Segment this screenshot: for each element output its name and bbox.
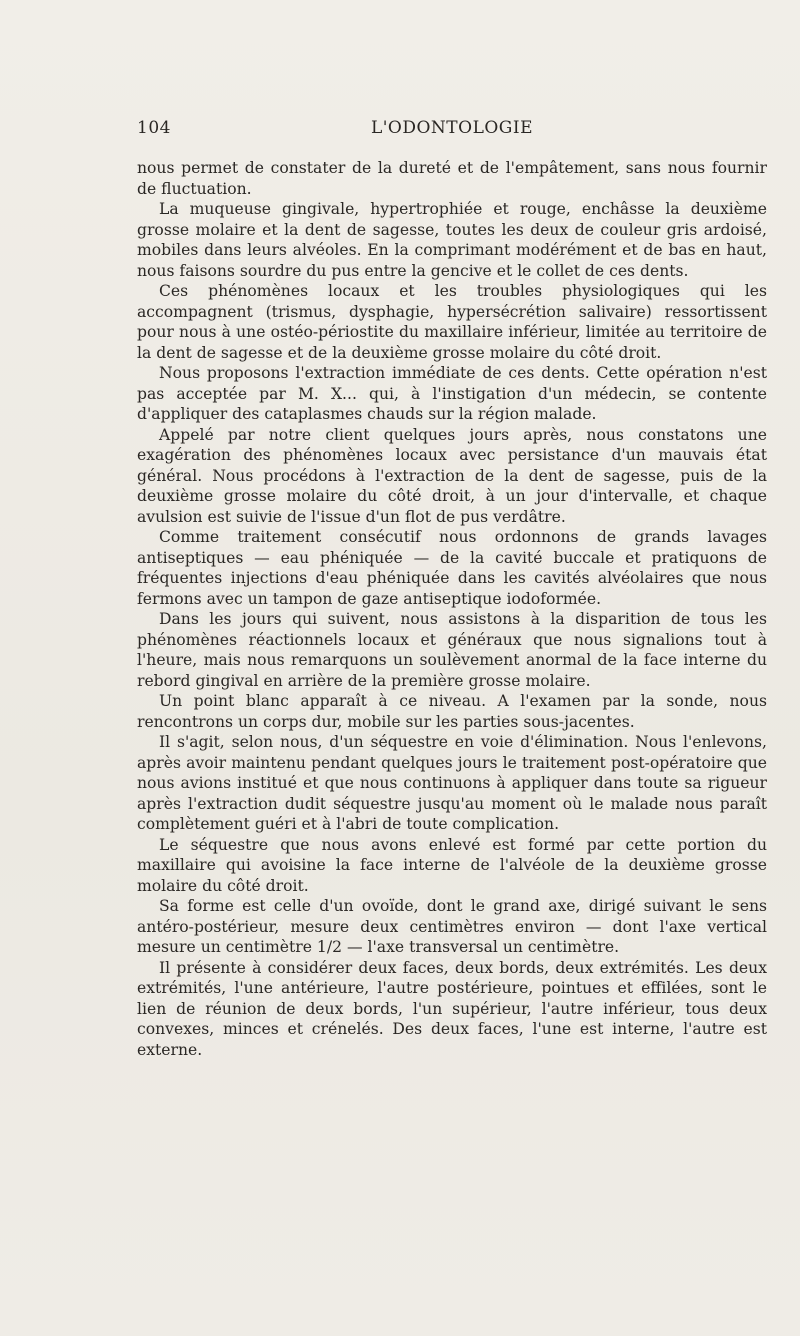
paragraph: La muqueuse gingivale, hypertrophiée et rouge, enchâsse la deuxième grosse molaire et la dent de sagesse, toutes les deux de couleur gris ardoisé, mobiles dans leurs alvéoles. En la comprimant modérément et de bas en haut, nous faisons sourdre du pus entre la gencive et le collet de ces dents.: [137, 200, 767, 280]
page-header: [137, 118, 767, 144]
paragraph: Appelé par notre client quelques jours après, nous constatons une exagération des phénomènes locaux avec persistance d'un mauvais état général. Nous procédons à l'extraction de la dent de sagesse, puis de la deuxième grosse molaire du côté droit, à un jour d'intervalle, et chaque avulsion est suivie de l'issue d'un flot de pus verdâtre.: [137, 425, 767, 526]
paragraph: Dans les jours qui suivent, nous assistons à la disparition de tous les phénomènes réactionnels locaux et généraux que nous signalions tout à l'heure, mais nous remarquons un soulèvement anormal de la face interne du rebord gingival en arrière de la première grosse molaire.: [137, 610, 767, 690]
paragraph: Un point blanc apparaît à ce niveau. A l'examen par la sonde, nous rencontrons un corps dur, mobile sur les parties sous-jacentes.: [137, 692, 767, 731]
paragraph: Nous proposons l'extraction immédiate de ces dents. Cette opération n'est pas acceptée par M. X... qui, à l'instigation d'un médecin, se contente d'appliquer des cataplasmes chauds sur la région malade.: [137, 364, 767, 423]
paragraph: nous permet de constater de la dureté et de l'empâtement, sans nous fournir de fluctuation.: [137, 159, 767, 198]
paragraph: Comme traitement consécutif nous ordonnons de grands lavages antiseptiques — eau phéniquée — de la cavité buccale et pratiquons de fréquentes injections d'eau phéniquée dans les cavités alvéolaires que nous fermons avec un tampon de gaze antiseptique iodoformée.: [137, 528, 767, 608]
paragraph: Il présente à considérer deux faces, deux bords, deux extrémités. Les deux extrémités, l'une antérieure, l'autre postérieure, pointues et effilées, sont le lien de réunion de deux bords, l'un supérieur, l'autre inférieur, tous deux convexes, minces et crénelés. Des deux faces, l'une est interne, l'autre est externe.: [137, 958, 767, 1059]
paragraph: Il s'agit, selon nous, d'un séquestre en voie d'élimination. Nous l'enlevons, après avoir maintenu pendant quelques jours le traitement post-opératoire que nous avions institué et que nous continuons à appliquer dans toute sa rigueur après l'extraction dudit séquestre jusqu'au moment où le malade nous paraît complètement guéri et à l'abri de toute complication.: [137, 733, 767, 833]
paragraph: Le séquestre que nous avons enlevé est formé par cette portion du maxillaire qui avoisine la face interne de l'alvéole de la deuxième grosse molaire du côté droit.: [137, 835, 767, 895]
body-text: [137, 158, 767, 1060]
paragraph: Ces phénomènes locaux et les troubles physiologiques qui les accompagnent (trismus, dysphagie, hypersécrétion salivaire) ressortissent pour nous à une ostéo-périostite du maxillaire inférieur, limitée au territoire de la dent de sagesse et de la deuxième grosse molaire du côté droit.: [137, 282, 767, 362]
running-title: L'ODONTOLOGIE: [370, 118, 534, 138]
page-number: 104: [137, 118, 171, 138]
paragraph: Sa forme est celle d'un ovoïde, dont le grand axe, dirigé suivant le sens antéro-postérieur, mesure deux centimètres environ — dont l'axe vertical mesure un centimètre 1/2 — l'axe transversal un centimètre.: [137, 897, 767, 956]
